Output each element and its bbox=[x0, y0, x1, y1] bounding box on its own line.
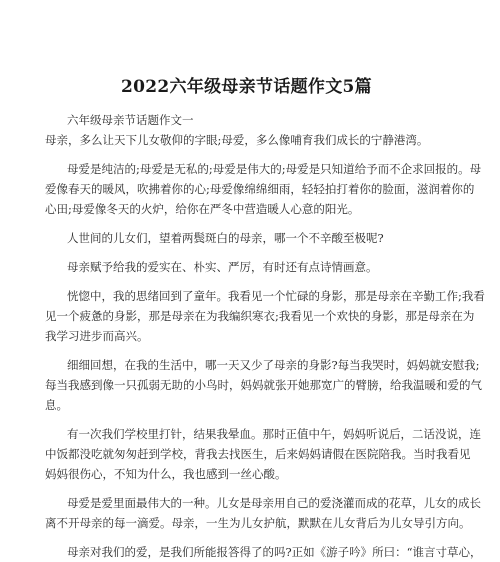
paragraph bbox=[45, 159, 482, 219]
paragraph bbox=[45, 355, 482, 415]
document-title: 2022六年级母亲节话题作文5篇 bbox=[121, 77, 372, 97]
text-line: 细细回想，在我的生活中，哪一天又少了母亲的身影?每当我哭时，妈妈就安慰我; bbox=[67, 358, 480, 372]
text-line: 人世间的儿女们，望着两鬓斑白的母亲，哪一个不辛酸至极呢? bbox=[67, 231, 384, 245]
text-line: 恍惚中，我的思绪回到了童年。我看见一个忙碌的身影，那是母亲在辛勤工作;我看 bbox=[67, 289, 485, 303]
text-line: 母亲赋予给我的爱实在、朴实、严厉，有时还有点诗情画意。 bbox=[67, 260, 378, 274]
paragraph bbox=[45, 424, 481, 484]
text-line: 中饭都没吃就匆匆赶到学校，背我去找医生，后来妈妈请假在医院陪我。当时我看见 bbox=[45, 447, 471, 461]
paragraph bbox=[45, 542, 482, 562]
document-body bbox=[45, 110, 485, 562]
text-line: 爱像春天的暖风，吹拂着你的心;母爱像绵绵细雨，轻轻拍打着你的脸面，滋润着你的 bbox=[45, 182, 475, 196]
text-line: 母爱是爱里面最伟大的一种。儿女是母亲用自己的爱浇灌而成的花草，儿女的成长 bbox=[67, 496, 481, 510]
text-line: 妈妈很伤心，不知为什么，我也感到一丝心酸。 bbox=[45, 467, 287, 481]
text-line: 有一次我们学校里打针，结果我晕血。那时正值中午，妈妈听说后，二话没说，连 bbox=[67, 427, 481, 441]
text-line: 母亲，多么让天下儿女敬仰的字眼;母爱，多么像哺育我们成长的宁静港湾。 bbox=[45, 133, 429, 147]
text-line: 母爱是纯洁的;母爱是无私的;母爱是伟大的;母爱是只知道给予而不企求回报的。母 bbox=[67, 162, 482, 176]
paragraph bbox=[45, 228, 448, 248]
text-line: 我学习进步而高兴。 bbox=[45, 329, 149, 343]
text-line: 心田;母爱像冬天的火炉，给你在严冬中营造暖人心意的阳光。 bbox=[45, 202, 360, 216]
text-line: 息。 bbox=[45, 398, 68, 412]
paragraph bbox=[45, 110, 448, 130]
text-line: 六年级母亲节话题作文一 bbox=[67, 113, 194, 127]
paragraph bbox=[45, 286, 485, 346]
text-line: 母亲对我们的爱，是我们所能报答得了的吗?正如《游子吟》所曰：“谁言寸草心， bbox=[67, 545, 482, 559]
paragraph bbox=[45, 257, 448, 277]
text-line: 离不开母亲的每一滴爱。母亲，一生为儿女护航，默默在儿女背后为儿女导引方向。 bbox=[45, 516, 471, 530]
text-line: 每当我感到像一只孤弱无助的小鸟时，妈妈就张开她那宽广的臂膀，给我温暖和爱的气 bbox=[45, 378, 482, 392]
paragraph bbox=[45, 130, 448, 150]
text-line: 见一个疲惫的身影，那是母亲在为我编织寒衣;我看见一个欢快的身影，那是母亲在为 bbox=[45, 309, 475, 323]
paragraph bbox=[45, 493, 481, 533]
